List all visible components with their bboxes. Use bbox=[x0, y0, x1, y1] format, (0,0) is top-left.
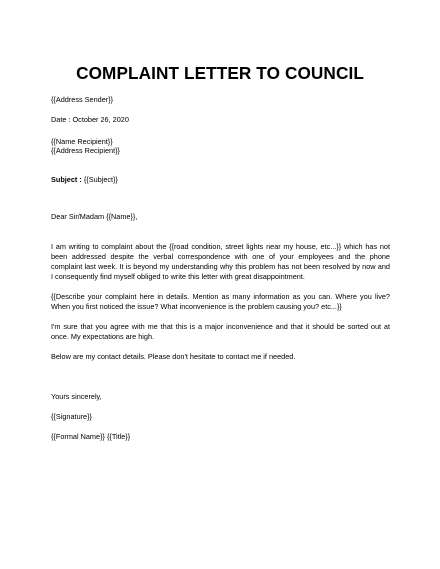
name-recipient: {{Name Recipient}} bbox=[51, 137, 113, 146]
subject-value: {{Subject}} bbox=[81, 175, 118, 184]
subject-line bbox=[51, 175, 390, 185]
address-recipient: {{Address Recipient}} bbox=[51, 146, 120, 155]
greeting: Dear Sir/Madam {{Name}}, bbox=[51, 212, 138, 221]
letter-date: Date : October 26, 2020 bbox=[51, 115, 129, 124]
formal-name-title: {{Formal Name}} {{Title}} bbox=[51, 432, 131, 441]
letter-title: COMPLAINT LETTER TO COUNCIL bbox=[76, 63, 364, 83]
address-sender: {{Address Sender}} bbox=[51, 95, 114, 104]
subject-label: Subject : bbox=[51, 175, 82, 184]
closing: Yours sincerely, bbox=[51, 392, 102, 401]
paragraph-contact: Below are my contact details. Please don't hesitate to contact me if needed. bbox=[51, 352, 296, 361]
signature: {{Signature}} bbox=[51, 412, 92, 421]
paragraph-agreement: I'm sure that you agree with me that this is a major inconvenience and that it should be sorted out at once. My expectations are high. bbox=[51, 322, 390, 341]
paragraph-intro: I am writing to complaint about the {{road condition, street lights near my house, etc...}} which has not been addressed despite the verbal correspondence with one of your employees and the phone complaint last week. It is beyond my understanding why this problem has not been resolved by now and I consequently find myself obliged to write this letter with great disappointment. bbox=[51, 242, 390, 281]
paragraph-details: {{Describe your complaint here in details. Mention as many information as you can. Where you live? When you first noticed the issue? What inconvenience is the problem causing you? etc...}} bbox=[51, 292, 390, 311]
